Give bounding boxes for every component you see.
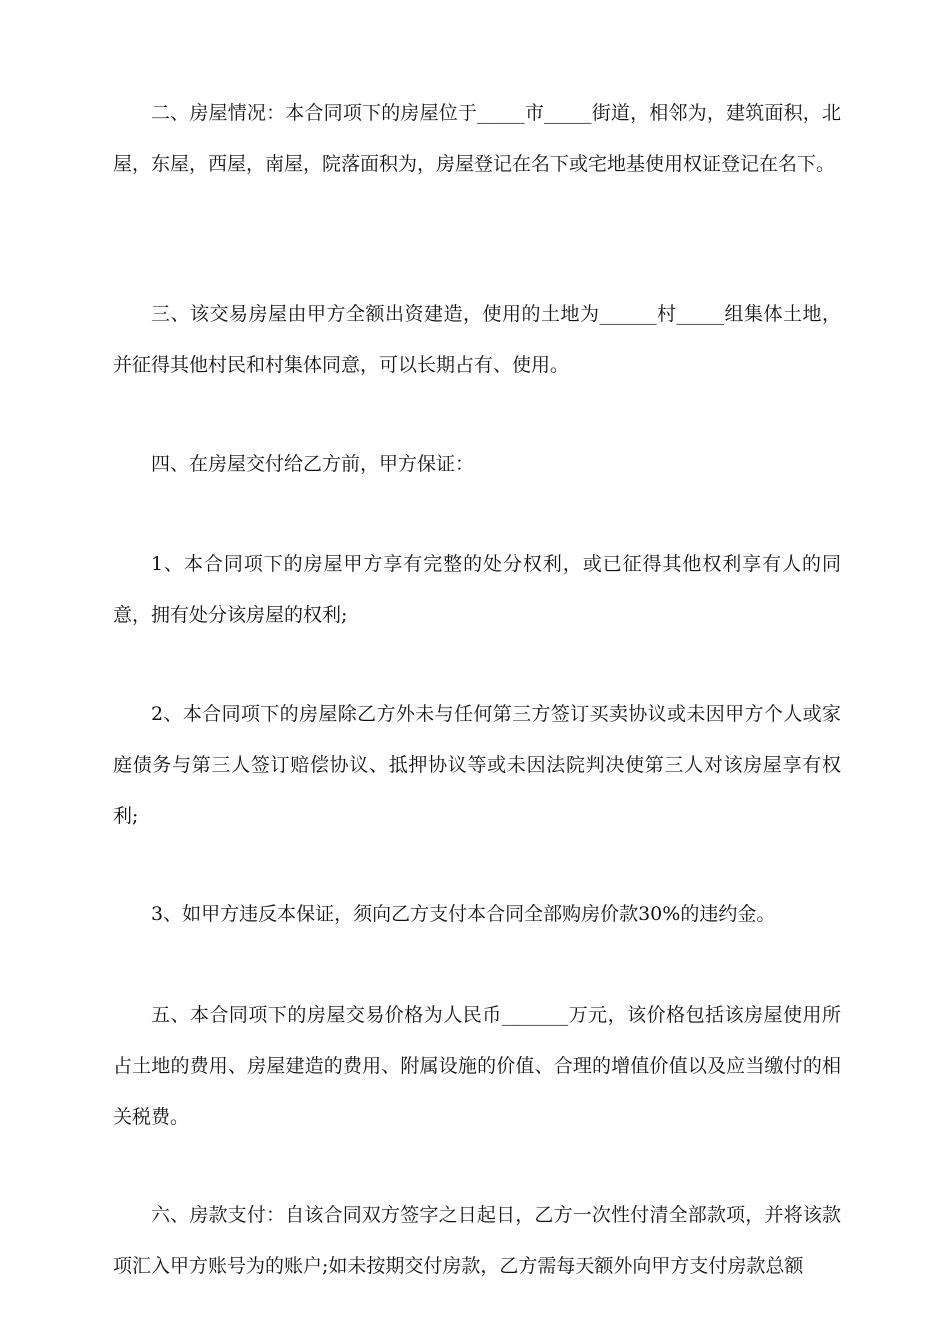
paragraph-land-source: 三、该交易房屋由甲方全额出资建造，使用的土地为______村_____组集体土地，并征得其他村民和村集体同意，可以长期占有、使用。 <box>113 303 841 376</box>
paragraph-seller-guarantee-heading: 四、在房屋交付给乙方前，甲方保证： <box>151 453 475 475</box>
paragraph-guarantee-3: 3、如甲方违反本保证，须向乙方支付本合同全部购房价款30%的违约金。 <box>151 903 776 925</box>
paragraph-payment: 六、房款支付：自该合同双方签字之日起日，乙方一次性付清全部款项，并将该款项汇入甲方账号为的账户;如未按期交付房款，乙方需每天额外向甲方支付房款总额 <box>113 1204 841 1277</box>
paragraph-house-condition: 二、房屋情况：本合同项下的房屋位于_____市_____街道，相邻为，建筑面积，北屋，东屋，西屋，南屋，院落面积为，房屋登记在名下或宅地基使用权证登记在名下。 <box>113 102 841 175</box>
paragraph-guarantee-2: 2、本合同项下的房屋除乙方外未与任何第三方签订买卖协议或未因甲方个人或家庭债务与第三人签订赔偿协议、抵押协议等或未因法院判决使第三人对该房屋享有权利; <box>113 703 841 827</box>
paragraph-price: 五、本合同项下的房屋交易价格为人民币_______万元，该价格包括该房屋使用所占土地的费用、房屋建造的费用、附属设施的价值、合理的增值价值以及应当缴付的相关税费。 <box>113 1004 841 1128</box>
paragraph-guarantee-1: 1、本合同项下的房屋甲方享有完整的处分权利，或已征得其他权利享有人的同意，拥有处分该房屋的权利; <box>113 553 841 626</box>
